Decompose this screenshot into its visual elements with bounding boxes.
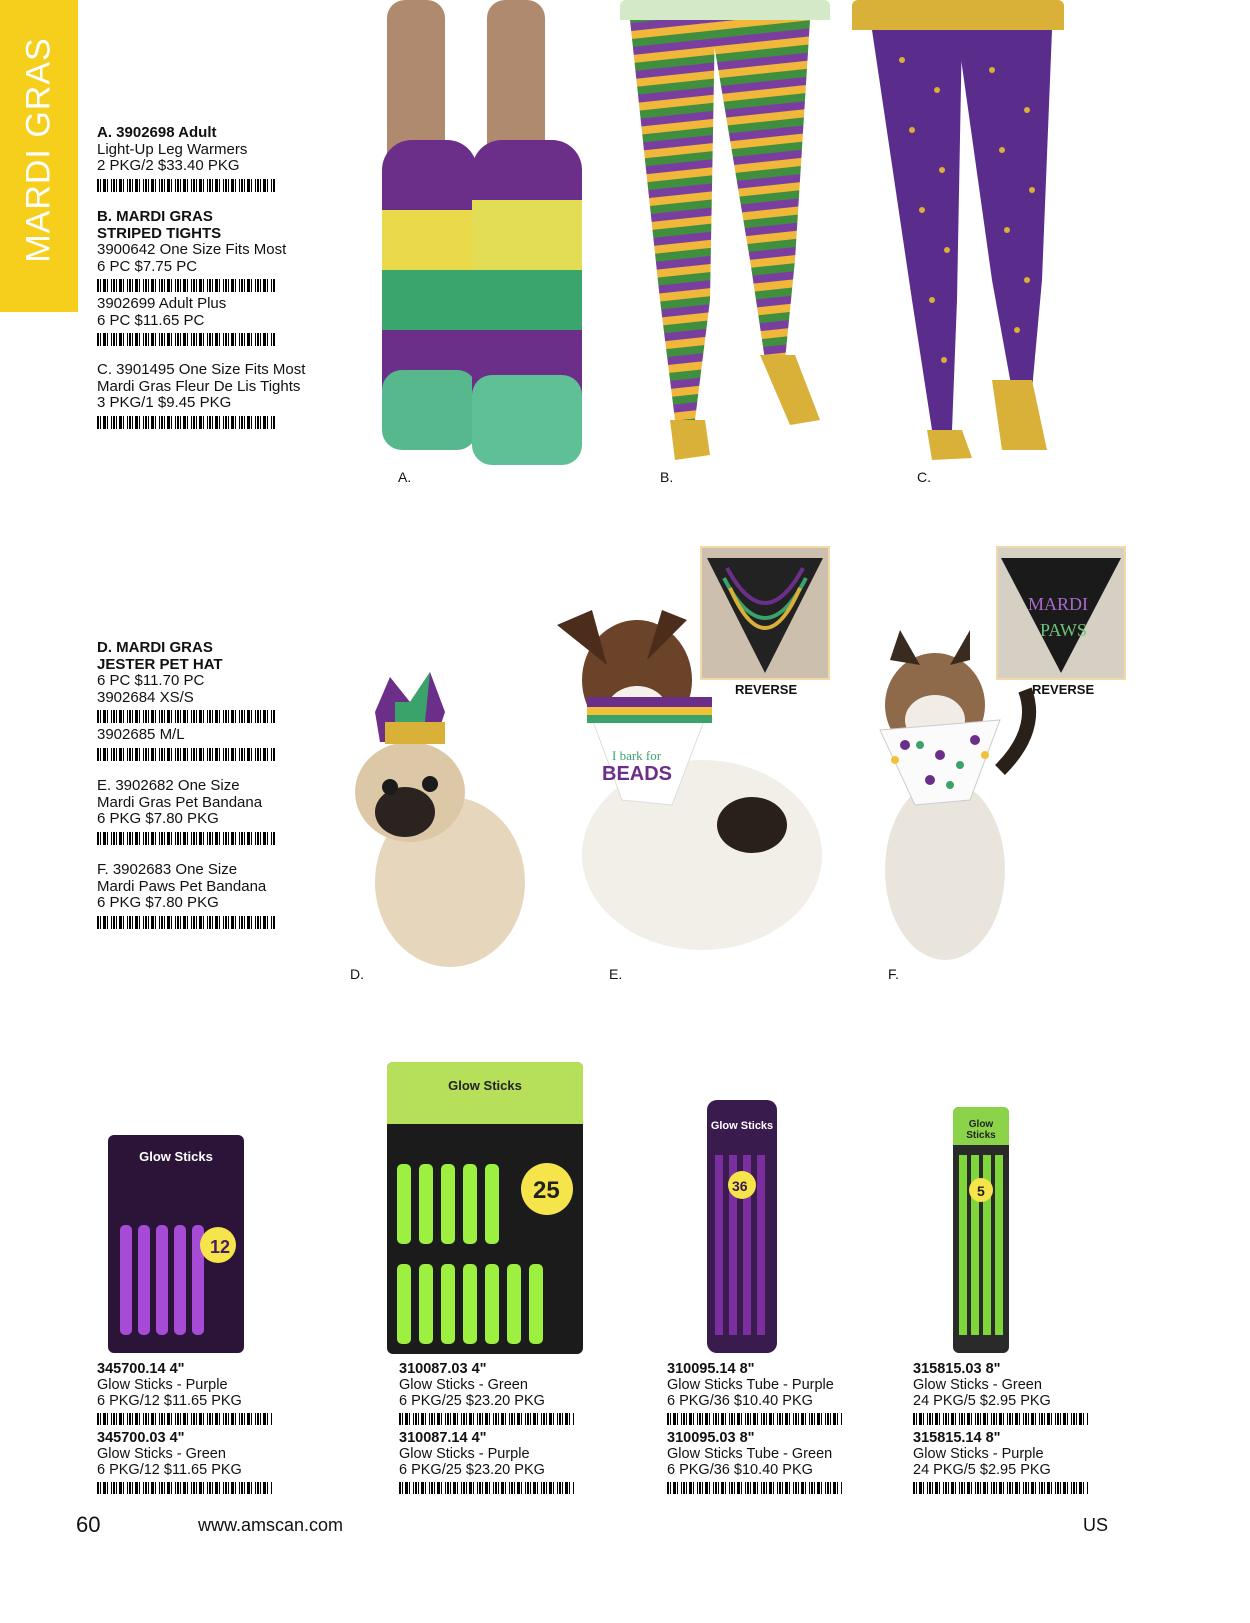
photo-letter-f: F. (888, 966, 899, 982)
section-tab (0, 0, 78, 312)
product-line: 6 PKG/12 $11.65 PKG (97, 1462, 242, 1478)
product-line: 24 PKG/5 $2.95 PKG (913, 1393, 1051, 1409)
photo-letter-d: D. (350, 966, 364, 982)
product-line: Glow Sticks - Purple (913, 1446, 1044, 1462)
product-block-f (97, 862, 337, 935)
product-line: 6 PKG $7.80 PKG (97, 894, 219, 911)
barcode (399, 1413, 575, 1425)
website-link[interactable]: www.amscan.com (198, 1515, 344, 1535)
product-line: 3902699 Adult Plus (97, 295, 227, 312)
package-title: Glow Sticks (139, 1149, 213, 1164)
reverse-label-cat: REVERSE (1032, 682, 1095, 697)
svg-text:BEADS: BEADS (602, 763, 673, 785)
product-block-a (97, 125, 337, 198)
product-line: Glow Sticks Tube - Purple (667, 1377, 834, 1393)
barcode (97, 748, 275, 761)
bandana-text: I bark for (612, 748, 662, 763)
photo-letter-c: C. (917, 469, 931, 485)
photo-letter-e: E. (609, 966, 623, 982)
product-line: 6 PKG/36 $10.40 PKG (667, 1393, 813, 1409)
product-line: 3 PKG/1 $9.45 PKG (97, 394, 232, 411)
product-line: 2 PKG/2 $33.40 PKG (97, 157, 240, 174)
product-line: Light-Up Leg Warmers (97, 140, 248, 158)
region-label: US (1083, 1515, 1109, 1535)
glow-sticks-green-5-package (953, 1107, 1009, 1353)
product-line: Glow Sticks - Green (913, 1377, 1042, 1393)
package-badge: 5 (977, 1183, 985, 1199)
product-line: 310087.03 4" (399, 1361, 487, 1377)
product-line: 6 PKG/25 $23.20 PKG (399, 1393, 545, 1409)
photo-letter-b: B. (660, 469, 674, 485)
barcode (913, 1482, 1089, 1494)
glow-sticks-block-2 (399, 1361, 575, 1499)
product-line: 6 PC $11.65 PC (97, 311, 205, 329)
product-block-d-ml (97, 727, 337, 767)
product-line: C. 3901495 One Size Fits Most (97, 361, 306, 378)
product-line: 345700.14 4" (97, 1361, 185, 1377)
product-line: E. 3902682 One Size (97, 777, 240, 794)
barcode (97, 1482, 273, 1494)
fleur-tights-photo (852, 0, 1064, 468)
pug-jester-hat-photo (350, 672, 540, 972)
product-line: F. 3902683 One Size (97, 861, 238, 878)
cat-bandana-reverse-inset (996, 546, 1126, 680)
package-badge: 36 (732, 1178, 748, 1194)
product-line: Glow Sticks - Purple (399, 1446, 530, 1462)
product-line: 310087.14 4" (399, 1430, 487, 1446)
glow-sticks-block-3 (667, 1361, 843, 1499)
product-line: 6 PC $11.70 PC (97, 672, 205, 689)
glow-sticks-purple-12-package (108, 1135, 244, 1353)
product-line: 3902684 XS/S (97, 688, 194, 706)
product-block-c (97, 362, 337, 435)
product-line: 310095.03 8" (667, 1430, 755, 1446)
barcode (913, 1413, 1089, 1425)
barcode (399, 1482, 575, 1494)
product-line: STRIPED TIGHTS (97, 224, 222, 242)
product-line: 3900642 One Size Fits Most (97, 241, 287, 258)
product-line: 6 PKG/12 $11.65 PKG (97, 1393, 242, 1409)
barcode (97, 1413, 273, 1425)
barcode (97, 333, 275, 346)
barcode (667, 1482, 843, 1494)
barcode (667, 1413, 843, 1425)
product-line: 345700.03 4" (97, 1430, 185, 1446)
product-line: A. 3902698 Adult (97, 124, 217, 141)
package-title: Glow Sticks (966, 1119, 996, 1141)
product-line: 6 PKG/36 $10.40 PKG (667, 1462, 813, 1478)
product-line: Mardi Paws Pet Bandana (97, 877, 267, 895)
product-block-d (97, 640, 337, 729)
product-line: 6 PKG $7.80 PKG (97, 810, 219, 827)
product-line: 6 PKG/25 $23.20 PKG (399, 1462, 545, 1478)
glow-sticks-tube-purple-36 (707, 1100, 777, 1353)
product-line: 24 PKG/5 $2.95 PKG (913, 1462, 1051, 1478)
svg-text:PAWS: PAWS (1040, 620, 1087, 640)
product-line: JESTER PET HAT (97, 655, 223, 673)
product-line: 315815.14 8" (913, 1430, 1001, 1446)
section-tab-label: MARDI GRAS (19, 37, 58, 263)
product-line: Glow Sticks - Purple (97, 1377, 228, 1393)
barcode (97, 179, 275, 192)
product-line: Mardi Gras Fleur De Lis Tights (97, 377, 301, 395)
glow-sticks-block-1 (97, 1361, 273, 1499)
striped-tights-photo (620, 0, 830, 468)
product-line: 310095.14 8" (667, 1361, 755, 1377)
dog-bandana-reverse-inset (700, 546, 830, 680)
barcode (97, 710, 275, 723)
glow-sticks-block-4 (913, 1361, 1089, 1499)
product-block-b-plus (97, 296, 337, 352)
product-line: Glow Sticks - Green (97, 1446, 226, 1462)
barcode (97, 832, 275, 845)
product-line: Glow Sticks - Green (399, 1377, 528, 1393)
product-line: 315815.03 8" (913, 1361, 1001, 1377)
product-line: 3902685 M/L (97, 726, 185, 743)
page-number: 60 (76, 1512, 101, 1537)
reverse-label-dog: REVERSE (735, 682, 798, 697)
product-line: B. MARDI GRAS (97, 208, 213, 225)
package-title: Glow Sticks (710, 1120, 774, 1132)
svg-text:MARDI: MARDI (1028, 594, 1089, 614)
package-badge: 25 (533, 1177, 560, 1204)
leg-warmers-photo (372, 0, 604, 468)
product-line: D. MARDI GRAS (97, 639, 213, 656)
product-block-b (97, 209, 337, 298)
product-line: Glow Sticks Tube - Green (667, 1446, 833, 1462)
product-line: Mardi Gras Pet Bandana (97, 793, 263, 811)
package-badge: 12 (210, 1237, 231, 1257)
product-block-e (97, 778, 337, 851)
photo-letter-a: A. (398, 469, 412, 485)
glow-sticks-green-25-package (387, 1062, 583, 1354)
barcode (97, 416, 275, 429)
barcode (97, 279, 275, 292)
barcode (97, 916, 275, 929)
product-line: 6 PC $7.75 PC (97, 257, 198, 275)
package-title: Glow Sticks (448, 1078, 522, 1093)
